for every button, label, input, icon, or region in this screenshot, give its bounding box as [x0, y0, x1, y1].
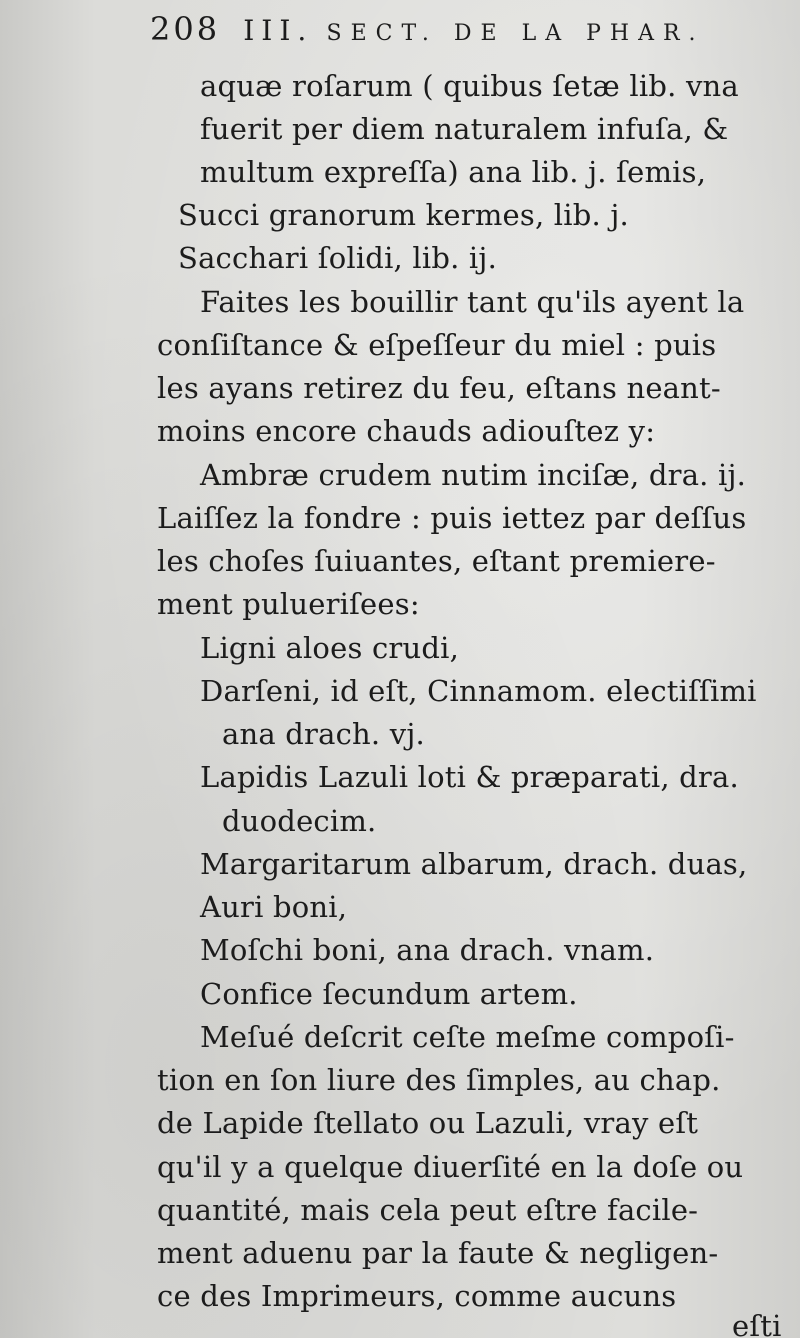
text-line: les ayans retirez du feu, eſtans neant- [157, 371, 721, 405]
text-line: Margaritarum albarum, drach. duas, [200, 847, 748, 881]
text-line: tion en ſon liure des ſimples, au chap. [157, 1063, 721, 1097]
text-line: Faites les bouillir tant qu'ils ayent la [200, 285, 745, 319]
text-line: ment pulueriſees: [157, 587, 420, 621]
text-line: quantité, mais cela peut eſtre facile- [157, 1193, 699, 1227]
text-line: conſiſtance & eſpeſſeur du miel : puis [157, 328, 717, 362]
catchword: eſti [732, 1309, 782, 1338]
text-line: Darſeni, id eſt, Cinnamom. electiſſimi [200, 674, 757, 708]
running-title: SECT. DE LA PHAR. [326, 21, 705, 46]
text-line: ment aduenu par la faute & negligen- [157, 1236, 719, 1270]
text-line: moins encore chauds adiouſtez y: [157, 414, 656, 448]
text-line: les choſes ſuiuantes, eſtant premiere- [157, 544, 716, 578]
text-line: Meſué deſcrit ceſte meſme compoſi- [200, 1020, 735, 1054]
text-line: de Lapide ſtellato ou Lazuli, vray eſt [157, 1106, 699, 1140]
text-line: fuerit per diem naturalem infuſa, & [200, 112, 729, 146]
text-line: Ambræ crudem nutim inciſæ, dra. ij. [200, 458, 747, 492]
text-line: Confice ſecundum artem. [200, 977, 578, 1011]
text-line: aquæ roſarum ( quibus ſetæ lib. vna [200, 69, 739, 103]
section-number: III. [243, 14, 314, 47]
text-line: Auri boni, [200, 890, 348, 924]
page-number: 208 [150, 10, 221, 48]
text-line: Laiſſez la fondre : puis iettez par deſſus [157, 501, 747, 535]
text-line: Lapidis Lazuli loti & præparati, dra. [200, 760, 739, 794]
text-line: multum expreſſa) ana lib. j. ſemis, [200, 155, 707, 189]
text-line: Succi granorum kermes, lib. j. [178, 198, 629, 232]
text-line: Sacchari ſolidi, lib. ij. [178, 241, 498, 275]
text-line: Ligni aloes crudi, [200, 631, 459, 665]
text-line: duodecim. [222, 804, 377, 838]
text-line: Moſchi boni, ana drach. vnam. [200, 933, 655, 967]
running-head [150, 10, 705, 48]
text-line: ana drach. vj. [222, 717, 425, 751]
text-line: qu'il y a quelque diuerſité en la doſe ou [157, 1150, 744, 1184]
text-line: ce des Imprimeurs, comme aucuns [157, 1279, 677, 1313]
